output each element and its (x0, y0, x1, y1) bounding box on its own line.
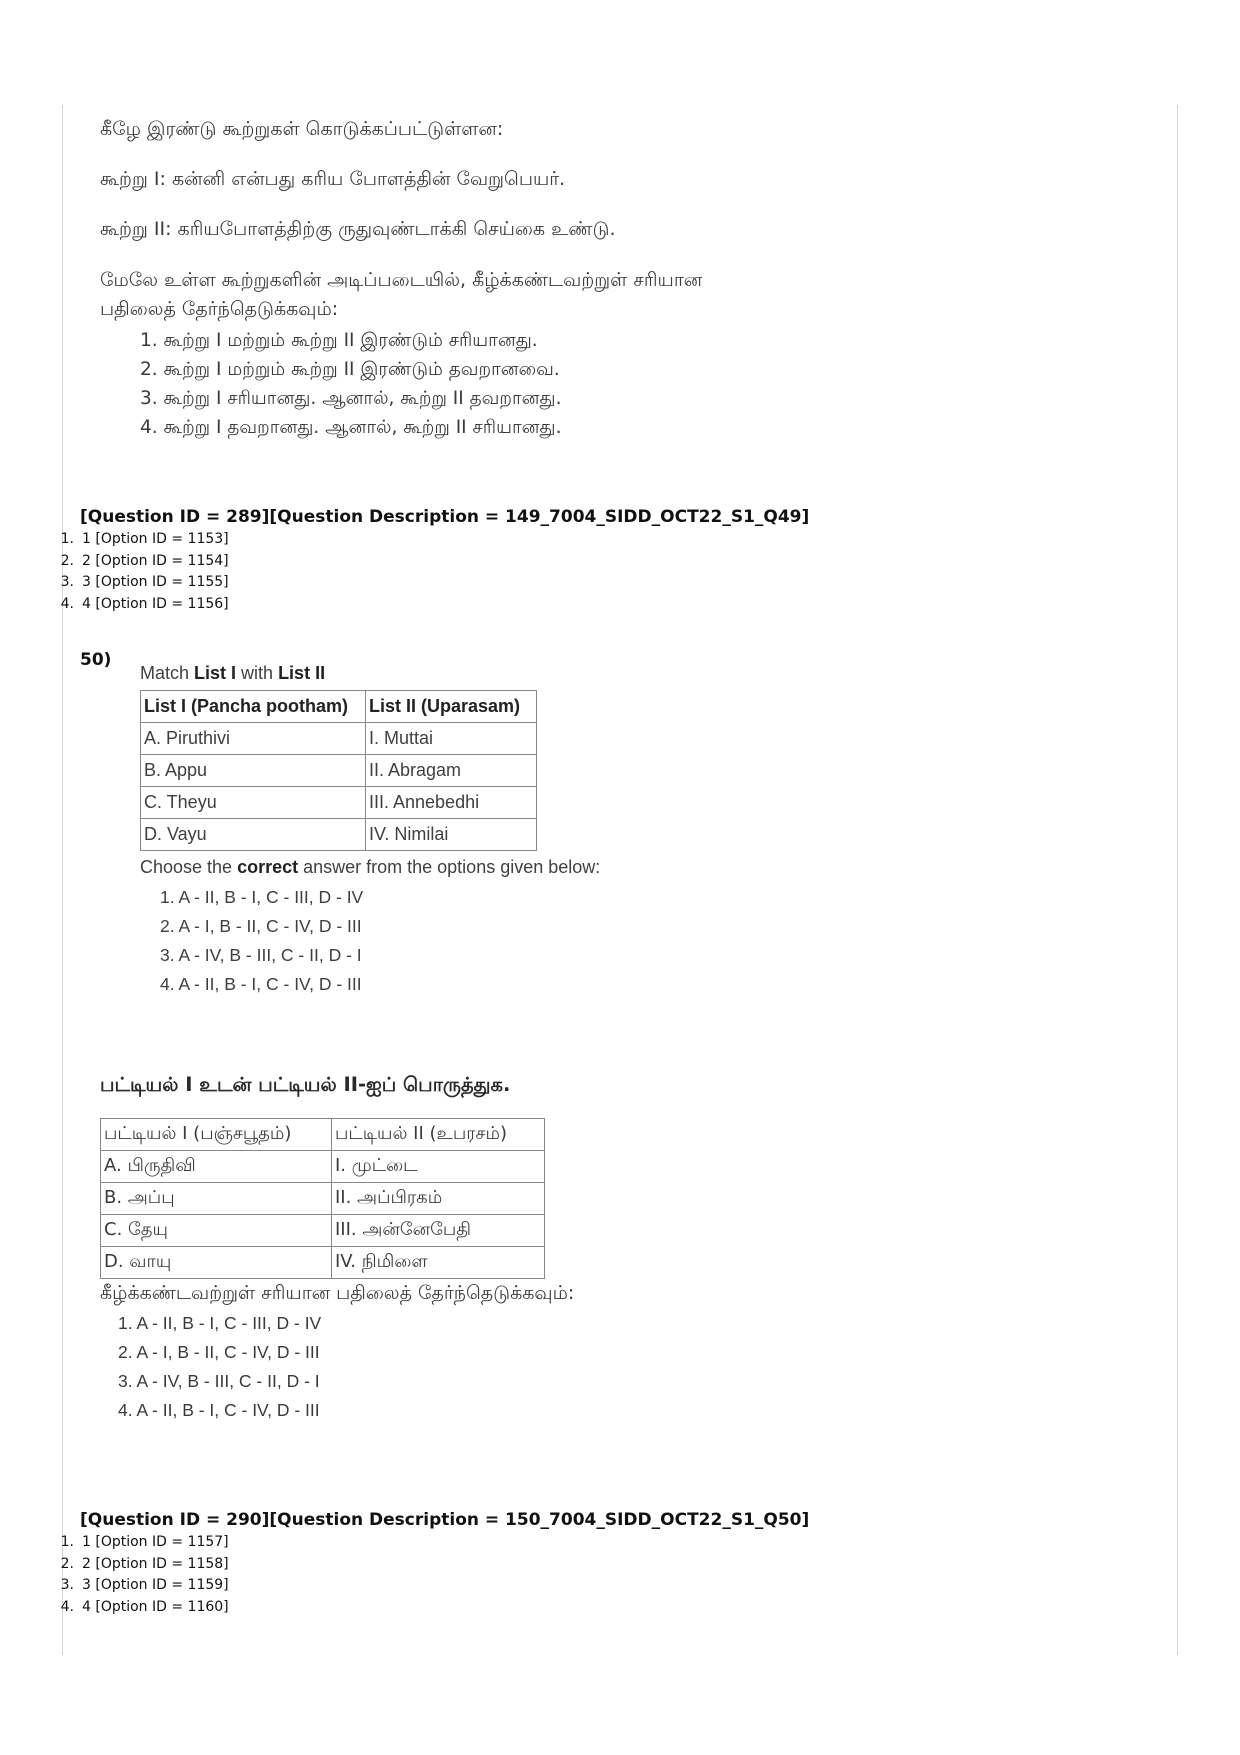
table-cell: A. பிருதிவி (101, 1151, 332, 1183)
page-border-left (62, 105, 63, 1655)
table-cell: C. தேயு (101, 1215, 332, 1247)
option-id-row: 4. 4 [Option ID = 1160] (60, 1598, 229, 1615)
table-cell: பட்டியல் I (பஞ்சபூதம்) (101, 1119, 332, 1151)
table-cell: II. Abragam (366, 755, 537, 787)
q49-option-ids (46, 529, 229, 615)
q49-statement-2: கூற்று II: கரியபோளத்திற்கு ருதுவுண்டாக்கி செய்கை உண்டு. (100, 218, 616, 240)
table-cell: IV. நிமிளை (332, 1247, 545, 1279)
q50-tamil-instruction: கீழ்க்கண்டவற்றுள் சரியான பதிலைத் தேர்ந்தெடுக்கவும்: (100, 1282, 575, 1304)
q50-option: 1. A - II, B - I, C - III, D - IV (160, 887, 364, 907)
table-cell: I. Muttai (366, 723, 537, 755)
q50-option: 3. A - IV, B - III, C - II, D - I (118, 1371, 320, 1391)
q50-match-table (140, 690, 537, 851)
q49-statements-intro: கீழே இரண்டு கூற்றுகள் கொடுக்கப்பட்டுள்ளன: (100, 118, 504, 140)
q50-option: 4. A - II, B - I, C - IV, D - III (160, 974, 362, 994)
table-row (141, 787, 537, 819)
table-header: List II (Uparasam) (366, 691, 537, 723)
q50-tamil-question (100, 1070, 574, 1425)
option-id-row: 4. 4 [Option ID = 1156] (60, 595, 229, 612)
table-row (101, 1151, 545, 1183)
table-cell: B. Appu (141, 755, 366, 787)
q50-choose-instruction: Choose the correct answer from the options given below: (140, 857, 601, 877)
table-cell: B. அப்பு (101, 1183, 332, 1215)
q49-statement-1: கூற்று I: கன்னி என்பது கரிய போளத்தின் வேறுபெயர். (100, 168, 566, 190)
table-cell: D. Vayu (141, 819, 366, 851)
q49-options-list (100, 326, 1120, 442)
table-cell: D. வாயு (101, 1247, 332, 1279)
q49-option: 4. கூற்று I தவறானது. ஆனால், கூற்று II சரியானது. (140, 417, 562, 438)
q50-option: 3. A - IV, B - III, C - II, D - I (160, 945, 362, 965)
table-cell: I. முட்டை (332, 1151, 545, 1183)
q50-option: 1. A - II, B - I, C - III, D - IV (118, 1313, 322, 1333)
table-header: List I (Pancha pootham) (141, 691, 366, 723)
q50-option: 2. A - I, B - II, C - IV, D - III (118, 1342, 320, 1362)
q50-number: 50) (80, 650, 112, 670)
q50-intro: Match List I with List II (140, 663, 326, 683)
option-id-row: 2. 2 [Option ID = 1158] (60, 1555, 229, 1572)
q50-option-ids (46, 1532, 229, 1618)
q50-tamil-title: பட்டியல் I உடன் பட்டியல் II-ஐப் பொருத்துக. (100, 1073, 511, 1096)
q49-tamil-question (100, 116, 1120, 442)
table-cell: C. Theyu (141, 787, 366, 819)
q50-option: 4. A - II, B - I, C - IV, D - III (118, 1400, 320, 1420)
q50-english-question (140, 660, 600, 999)
option-id-row: 1. 1 [Option ID = 1157] (60, 1534, 229, 1550)
table-cell: III. Annebedhi (366, 787, 537, 819)
option-id-row: 1. 1 [Option ID = 1153] (60, 531, 229, 547)
q49-question-id: [Question ID = 289][Question Description = 149_7004_SIDD_OCT22_S1_Q49] (80, 507, 810, 527)
q49-instruction: மேலே உள்ள கூற்றுகளின் அடிப்படையில், கீழ்க்கண்டவற்றுள் சரியான பதிலைத் தேர்ந்தெடுக்கவும்: (100, 269, 703, 320)
table-row (101, 1215, 545, 1247)
q49-option: 1. கூற்று I மற்றும் கூற்று II இரண்டும் சரியானது. (140, 330, 538, 351)
table-cell: பட்டியல் II (உபரசம்) (332, 1119, 545, 1151)
q50-question-id: [Question ID = 290][Question Description = 150_7004_SIDD_OCT22_S1_Q50] (80, 1510, 810, 1530)
q50-option: 2. A - I, B - II, C - IV, D - III (160, 916, 362, 936)
q50-tamil-options (100, 1309, 574, 1425)
q50-tamil-match-table (100, 1118, 545, 1279)
q50-english-options (140, 883, 600, 999)
table-row (101, 1119, 545, 1151)
table-cell: IV. Nimilai (366, 819, 537, 851)
table-header-row (141, 691, 537, 723)
q49-option: 2. கூற்று I மற்றும் கூற்று II இரண்டும் தவறானவை. (140, 359, 560, 380)
q49-option: 3. கூற்று I சரியானது. ஆனால், கூற்று II தவறானது. (140, 388, 562, 409)
table-row (101, 1183, 545, 1215)
option-id-row: 2. 2 [Option ID = 1154] (60, 552, 229, 569)
table-cell: II. அப்பிரகம் (332, 1183, 545, 1215)
option-id-row: 3. 3 [Option ID = 1159] (60, 1577, 229, 1593)
table-cell: III. அன்னேபேதி (332, 1215, 545, 1247)
page-border-right (1177, 105, 1178, 1655)
table-cell: A. Piruthivi (141, 723, 366, 755)
table-row (141, 755, 537, 787)
option-id-row: 3. 3 [Option ID = 1155] (60, 574, 229, 590)
table-row (141, 819, 537, 851)
table-row (141, 723, 537, 755)
table-row (101, 1247, 545, 1279)
